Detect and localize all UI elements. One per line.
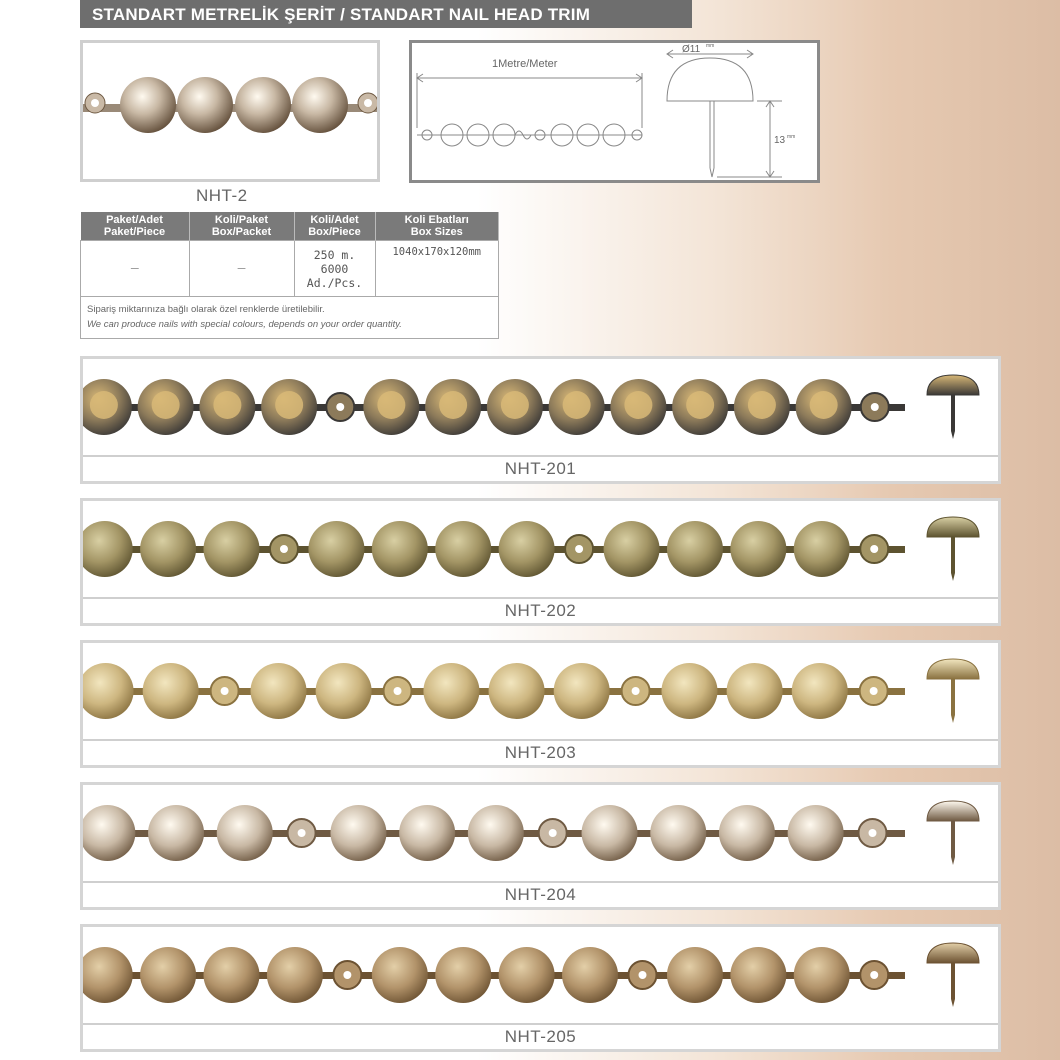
trim-strip-image	[83, 927, 998, 1023]
product-code: NHT-202	[504, 601, 577, 620]
trim-bead	[217, 805, 273, 861]
trim-bead	[423, 663, 479, 719]
trim-strip-image	[83, 643, 998, 739]
trim-bead	[148, 805, 204, 861]
product-code: NHT-204	[504, 885, 577, 904]
trim-bead	[489, 663, 545, 719]
trim-strip-image	[83, 501, 998, 597]
divider	[83, 881, 998, 883]
trim-bead	[554, 663, 610, 719]
product-code: NHT-205	[504, 1027, 577, 1046]
trim-bead	[667, 521, 723, 577]
trim-bead	[143, 663, 199, 719]
trim-bead	[604, 521, 660, 577]
nht2-strip-image	[83, 43, 377, 179]
note-english: We can produce nails with special colours, depends on your order quantity.	[87, 319, 402, 330]
trim-strip-image	[83, 359, 998, 455]
trim-bead	[788, 805, 844, 861]
trim-bead	[203, 521, 259, 577]
nail-icon	[923, 655, 983, 725]
product-code: NHT-201	[504, 459, 577, 478]
trim-bead	[316, 663, 372, 719]
trim-bead	[662, 663, 718, 719]
length-label: 1Metre/Meter	[492, 58, 558, 70]
trim-bead	[562, 947, 618, 1003]
product-card-nht-201	[80, 356, 1001, 484]
page-header: STANDART METRELİK ŞERİT / STANDART NAIL HEAD TRIM	[80, 0, 692, 28]
nht2-code: NHT-2	[196, 186, 248, 205]
nail-icon	[923, 371, 983, 441]
divider	[83, 455, 998, 457]
trim-bead	[83, 663, 134, 719]
table-cell: 1040x170x120mm	[375, 241, 499, 297]
trim-bead	[372, 521, 428, 577]
trim-bead	[435, 521, 491, 577]
trim-bead	[794, 521, 850, 577]
divider	[83, 739, 998, 741]
nail-icon	[923, 513, 983, 583]
table-cell: —	[189, 241, 294, 297]
trim-bead	[499, 947, 555, 1003]
col-header-box-piece: Koli/Adet Box/Piece	[294, 212, 375, 241]
note-turkish: Sipariş miktarınıza bağlı olarak özel renklerde üretilebilir.	[87, 304, 325, 315]
trim-bead	[140, 521, 196, 577]
trim-bead	[582, 805, 638, 861]
table-cell: 250 m. 6000 Ad./Pcs.	[294, 241, 375, 297]
trim-bead	[650, 805, 706, 861]
trim-bead	[730, 521, 786, 577]
col-header-box-packet: Koli/Paket Box/Packet	[189, 212, 294, 241]
table-row	[81, 241, 499, 297]
trim-bead	[330, 805, 386, 861]
dimension-drawing	[412, 43, 817, 180]
trim-bead	[468, 805, 524, 861]
trim-bead	[399, 805, 455, 861]
diameter-unit: mm	[706, 43, 715, 49]
order-note	[80, 297, 499, 339]
trim-bead	[83, 805, 135, 861]
nht2-sample-box	[80, 40, 380, 182]
product-card-nht-202	[80, 498, 1001, 626]
trim-bead	[719, 805, 775, 861]
trim-bead	[140, 947, 196, 1003]
product-code: NHT-203	[504, 743, 577, 762]
trim-bead	[794, 947, 850, 1003]
trim-bead	[792, 663, 848, 719]
trim-bead	[499, 521, 555, 577]
trim-bead	[308, 521, 364, 577]
divider	[83, 597, 998, 599]
trim-bead	[730, 947, 786, 1003]
trim-bead	[251, 663, 307, 719]
diameter-label: Ø11	[682, 44, 701, 55]
nail-icon	[923, 939, 983, 1009]
trim-bead	[203, 947, 259, 1003]
height-unit: mm	[787, 134, 796, 140]
dimension-diagram	[409, 40, 820, 183]
trim-bead	[727, 663, 783, 719]
height-label: 13	[774, 135, 786, 146]
product-card-nht-204	[80, 782, 1001, 910]
trim-bead	[435, 947, 491, 1003]
trim-bead	[83, 947, 133, 1003]
packaging-table	[80, 212, 499, 297]
product-card-nht-205	[80, 924, 1001, 1052]
trim-bead	[267, 947, 323, 1003]
trim-bead	[372, 947, 428, 1003]
divider	[83, 1023, 998, 1025]
product-card-nht-203	[80, 640, 1001, 768]
trim-strip-image	[83, 785, 998, 881]
trim-bead	[667, 947, 723, 1003]
trim-bead	[83, 521, 133, 577]
col-header-packet-piece: Paket/Adet Paket/Piece	[81, 212, 190, 241]
table-cell: —	[81, 241, 190, 297]
col-header-box-sizes: Koli Ebatları Box Sizes	[375, 212, 499, 241]
nail-icon	[923, 797, 983, 867]
